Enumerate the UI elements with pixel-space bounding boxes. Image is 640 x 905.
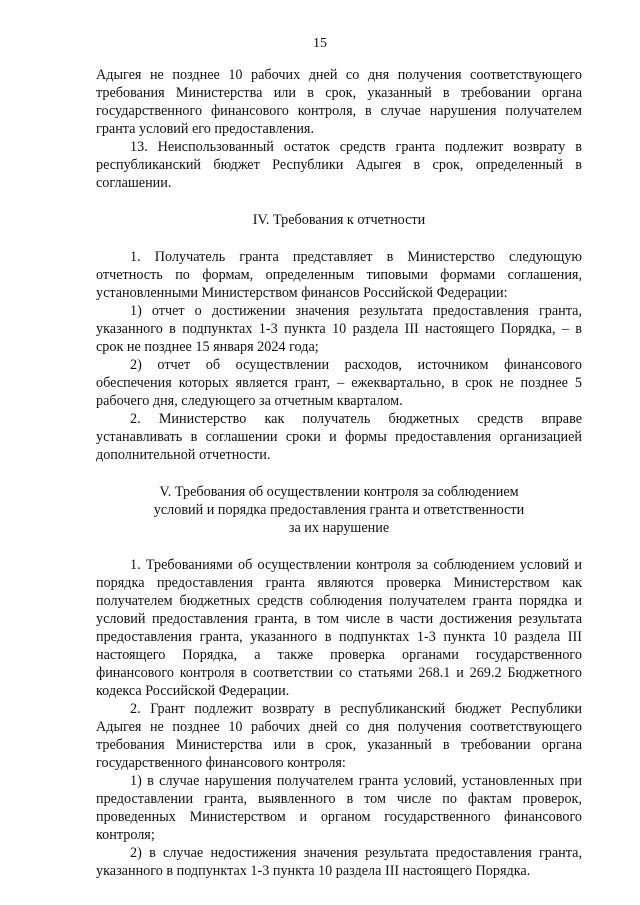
section-iv-item-1-sub-1: 1) отчет о достижении значения результата предоставления гранта, указанного в подпунктах 1-3 пункта 10 раздела III настоящего Порядка, – в срок не позднее 15 января 2024 года; bbox=[96, 303, 582, 355]
section-heading-v-line-1: V. Требования об осуществлении контроля за соблюдением bbox=[159, 484, 519, 500]
section-v-item-1: 1. Требованиями об осуществлении контроля за соблюдением условий и порядка предоставления гранта являются проверка Министерством как получателем бюджетных средств соблюдения получателем гранта порядка и условий предоставления гранта, в том числе в части достижения результата предоставления гранта, указанного в подпунктах 1-3 пункта 10 раздела III настоящего Порядка, а также проверка органами государственного финансового контроля в соответствии со статьями 268.1 и 269.2 Бюджетного кодекса Российской Федерации. bbox=[96, 557, 582, 699]
paragraph-13: 13. Неиспользованный остаток средств гранта подлежит возврату в республиканский бюджет Республики Адыгея в срок, определенный в соглашении. bbox=[96, 139, 582, 191]
spacer bbox=[96, 537, 582, 556]
section-heading-v-line-2: условий и порядка предоставления гранта и ответственности bbox=[153, 502, 525, 518]
page-number: 15 bbox=[313, 36, 327, 51]
spacer bbox=[96, 464, 582, 483]
spacer bbox=[96, 192, 582, 211]
document-body bbox=[96, 66, 582, 880]
section-v-item-2: 2. Грант подлежит возврату в республиканский бюджет Республики Адыгея не позднее 10 рабочих дней со дня получения соответствующего требования Министерства или в срок, указанный в требовании органа государственного финансового контроля: bbox=[96, 701, 582, 771]
section-v-item-2-sub-2: 2) в случае недостижения значения результата предоставления гранта, указанного в подпунктах 1-3 пункта 10 раздела III настоящего Порядка. bbox=[96, 845, 582, 879]
section-iv-item-2: 2. Министерство как получатель бюджетных средств вправе устанавливать в соглашении сроки и формы предоставления организацией дополнительной отчетности. bbox=[96, 411, 582, 463]
paragraph-continuation: Адыгея не позднее 10 рабочих дней со дня получения соответствующего требования Министерства или в срок, указанный в требовании органа государственного финансового контроля, в случае нарушения получателем гранта условий его предоставления. bbox=[96, 67, 582, 137]
section-heading-v bbox=[96, 483, 582, 537]
spacer bbox=[96, 229, 582, 248]
section-heading-v-line-3: за их нарушение bbox=[288, 520, 390, 536]
section-iv-item-1-sub-2: 2) отчет об осуществлении расходов, источником финансового обеспечения которых является грант, – ежеквартально, в срок не позднее 5 рабочего дня, следующего за отчетным кварталом. bbox=[96, 357, 582, 409]
section-heading-iv: IV. Требования к отчетности bbox=[252, 212, 426, 228]
section-v-item-2-sub-1: 1) в случае нарушения получателем гранта условий, установленных при предоставлении гранта, выявленного в том числе по фактам проверок, проведенных Министерством и органом государственного финансового контроля; bbox=[96, 773, 582, 843]
section-iv-item-1: 1. Получатель гранта представляет в Министерство следующую отчетность по формам, определенным типовыми формами соглашения, установленными Министерством финансов Российской Федерации: bbox=[96, 249, 582, 301]
